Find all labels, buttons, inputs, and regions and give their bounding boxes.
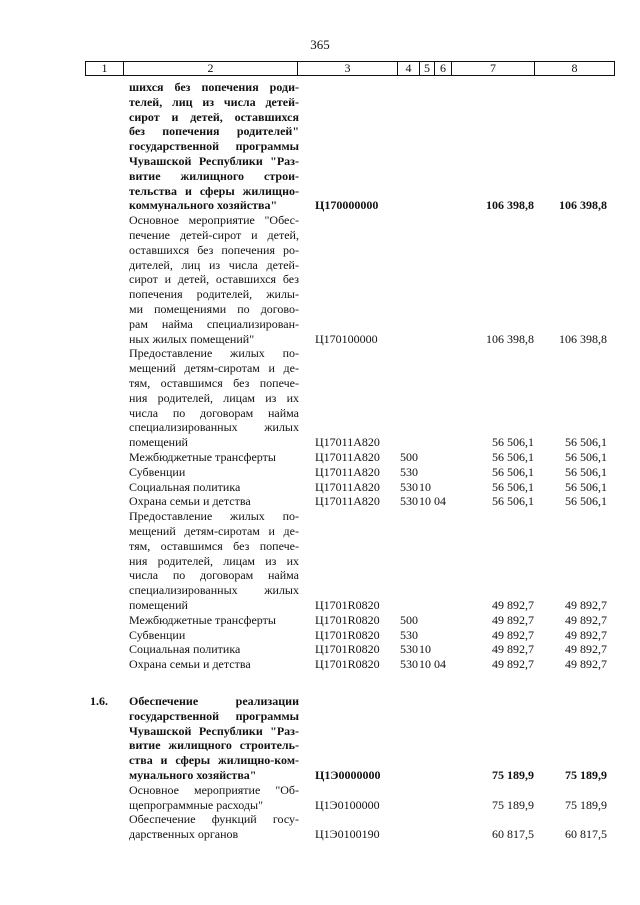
target-article-code: Ц170100000 — [315, 331, 378, 346]
row-name-text: рам найма специализирован- — [129, 316, 299, 331]
amount-col7: 56 506,1 — [492, 494, 534, 509]
row-name-text: Чувашской Республики "Раз- — [129, 154, 299, 168]
row-name-text: мунального хозяйства" — [129, 768, 257, 782]
amount-col8: 49 892,7 — [565, 657, 607, 672]
amount-col8: 56 506,1 — [565, 464, 607, 479]
row-name-text: Основное мероприятие "Обес- — [129, 213, 299, 228]
amount-col8: 75 189,9 — [565, 797, 607, 812]
row-name-text: мещений детям-сиротам и де- — [129, 361, 299, 376]
row-name-text: ния родителей, лицам из их — [129, 390, 299, 405]
row-name-text: Основное мероприятие "Об- — [129, 782, 299, 797]
amount-col7: 106 398,8 — [486, 198, 534, 213]
row-name-text: Охрана семьи и детства — [129, 494, 251, 509]
row-name-text: тям, оставшимся без попече- — [129, 538, 299, 553]
amount-col7: 49 892,7 — [492, 612, 534, 627]
row-name-text: помещений — [129, 435, 188, 450]
amount-col8: 49 892,7 — [565, 598, 607, 612]
row-name-text: помещений — [129, 598, 188, 612]
row-name-text: витие жилищного строитель- — [129, 738, 299, 753]
header-cell: 1 — [101, 61, 108, 75]
row-name-text: ных жилых помещений" — [129, 331, 255, 346]
row-number: 1.6. — [90, 694, 108, 708]
row-name-text: Межбюджетные трансферты — [129, 612, 276, 627]
row-name-text: ства и сферы жилищно-ком- — [129, 753, 299, 768]
amount-col7: 49 892,7 — [492, 642, 534, 657]
row-name-text: Предоставление жилых по- — [129, 346, 299, 361]
row-name-text: Обеспечение реализации — [129, 694, 299, 708]
row-name-text: Обеспечение функций госу- — [129, 812, 299, 827]
expense-type-code: 500 — [400, 450, 418, 464]
subsection-code: 04 — [434, 657, 446, 672]
amount-col7: 49 892,7 — [492, 627, 534, 642]
header-cell: 5 — [419, 62, 434, 75]
row-name-text: тельства и сферы жилищно- — [129, 183, 299, 198]
amount-col7: 75 189,9 — [492, 768, 534, 782]
row-name-text: оставшихся без попечения ро- — [129, 242, 299, 257]
table-header — [85, 61, 615, 76]
row-name-text: печение детей-сирот и детей, — [129, 228, 299, 242]
row-name-text: специализированных жилых — [129, 583, 299, 598]
amount-col7: 49 892,7 — [492, 657, 534, 672]
header-cell: 2 — [123, 62, 297, 75]
expense-type-code: 530 — [400, 464, 418, 479]
row-name-text: телей, лиц из числа детей- — [129, 94, 299, 109]
row-name-text: числа по договорам найма — [129, 405, 299, 420]
target-article-code: Ц1701R0820 — [315, 627, 380, 642]
target-article-code: Ц1701R0820 — [315, 642, 380, 657]
amount-col7: 56 506,1 — [492, 479, 534, 494]
amount-col7: 75 189,9 — [492, 797, 534, 812]
target-article-code: Ц170000000 — [315, 198, 379, 213]
row-name-text: витие жилищного строи- — [129, 168, 299, 183]
amount-col7: 56 506,1 — [492, 464, 534, 479]
amount-col8: 56 506,1 — [565, 494, 607, 509]
section-code: 10 — [419, 657, 431, 672]
target-article-code: Ц17011А820 — [315, 479, 380, 494]
row-name-text: Субвенции — [129, 464, 186, 479]
expense-type-code: 530 — [400, 494, 418, 509]
page-number: 365 — [310, 37, 330, 52]
target-article-code: Ц1701R0820 — [315, 612, 380, 627]
subsection-code: 04 — [434, 494, 446, 509]
amount-col8: 56 506,1 — [565, 479, 607, 494]
amount-col8: 56 506,1 — [565, 450, 607, 464]
expense-type-code: 500 — [400, 612, 418, 627]
expense-type-code: 530 — [400, 479, 418, 494]
section-code: 10 — [419, 494, 431, 509]
section-code: 10 — [419, 642, 431, 657]
target-article-code: Ц1Э0100000 — [315, 797, 380, 812]
row-name-text: сирот и детей, оставшихся — [129, 109, 299, 124]
amount-col8: 60 817,5 — [565, 827, 607, 842]
row-name-text: Межбюджетные трансферты — [129, 450, 276, 464]
amount-col7: 56 506,1 — [492, 435, 534, 450]
row-name-text: Чувашской Республики "Раз- — [129, 723, 299, 738]
row-name-text: числа по договорам найма — [129, 568, 299, 583]
row-name-text: сирот и детей, оставшихся без — [129, 272, 299, 287]
target-article-code: Ц17011А820 — [315, 464, 380, 479]
header-cell: 7 — [451, 62, 534, 75]
amount-col8: 49 892,7 — [565, 612, 607, 627]
expense-type-code: 530 — [400, 642, 418, 657]
row-name-text: дителей, лиц из числа детей- — [129, 257, 299, 272]
target-article-code: Ц1Э0100190 — [315, 827, 380, 842]
row-name-text: Социальная политика — [129, 479, 241, 494]
amount-col8: 106 398,8 — [559, 331, 607, 346]
header-cell: 6 — [434, 62, 451, 75]
row-name-text: государственной программы — [129, 139, 299, 154]
header-cell: 4 — [397, 62, 419, 75]
row-name-text: Субвенции — [129, 627, 186, 642]
amount-col8: 49 892,7 — [565, 642, 607, 657]
row-name-text: попечения родителей, жилы- — [129, 287, 299, 302]
amount-col8: 106 398,8 — [559, 198, 607, 213]
row-name-text: без попечения родителей" — [129, 124, 299, 139]
amount-col8: 56 506,1 — [565, 435, 607, 450]
row-name-text: дарственных органов — [129, 827, 239, 842]
row-name-text: специализированных жилых — [129, 420, 299, 435]
row-name-text: Социальная политика — [129, 642, 241, 657]
amount-col7: 106 398,8 — [486, 331, 534, 346]
header-cell: 3 — [297, 62, 397, 75]
header-cell: 8 — [534, 62, 614, 75]
target-article-code: Ц17011А820 — [315, 494, 380, 509]
target-article-code: Ц1Э0000000 — [315, 768, 381, 782]
row-name-text: Охрана семьи и детства — [129, 657, 251, 672]
amount-col7: 49 892,7 — [492, 598, 534, 612]
row-name-text: ния родителей, лицам из их — [129, 553, 299, 568]
target-article-code: Ц17011А820 — [315, 450, 380, 464]
amount-col8: 49 892,7 — [565, 627, 607, 642]
row-name-text: шихся без попечения роди- — [129, 80, 299, 94]
row-name-text: щепрограммные расходы" — [129, 797, 263, 812]
row-name-text: тям, оставшимся без попече- — [129, 376, 299, 390]
amount-col7: 60 817,5 — [492, 827, 534, 842]
row-name-text: государственной программы — [129, 708, 299, 723]
amount-col7: 56 506,1 — [492, 450, 534, 464]
target-article-code: Ц1701R0820 — [315, 657, 380, 672]
target-article-code: Ц17011А820 — [315, 435, 380, 450]
row-name-text: ми помещениями по догово- — [129, 302, 299, 316]
row-name-text: коммунального хозяйства" — [129, 198, 278, 213]
section-code: 10 — [419, 479, 431, 494]
expense-type-code: 530 — [400, 657, 418, 672]
target-article-code: Ц1701R0820 — [315, 598, 380, 612]
amount-col8: 75 189,9 — [565, 768, 607, 782]
row-name-text: Предоставление жилых по- — [129, 509, 299, 524]
expense-type-code: 530 — [400, 627, 418, 642]
row-name-text: мещений детям-сиротам и де- — [129, 524, 299, 538]
